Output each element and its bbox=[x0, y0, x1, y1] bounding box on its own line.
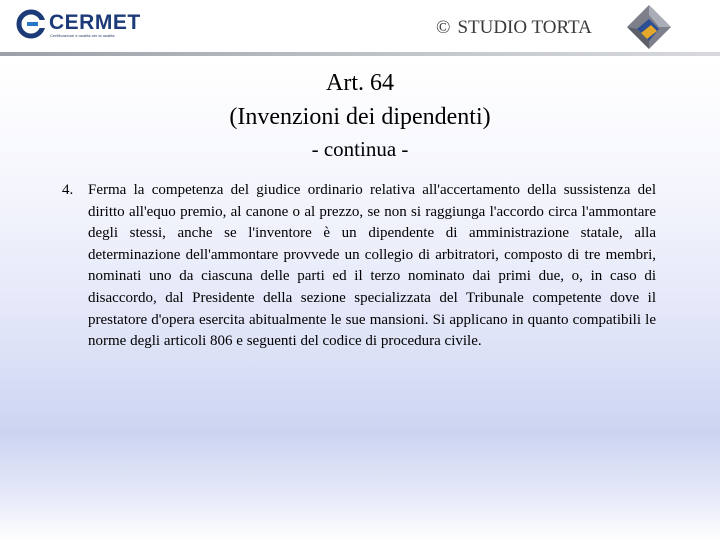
cermet-logo-wordmark: CERMET bbox=[49, 11, 141, 34]
title-line-subject: (Invenzioni dei dipendenti) bbox=[229, 104, 491, 130]
cermet-logo-tagline: Certificazione e qualità per la qualità bbox=[50, 34, 115, 37]
header-divider bbox=[0, 52, 720, 56]
header-bar bbox=[0, 0, 720, 52]
studio-torta-logo-icon bbox=[625, 3, 673, 51]
numbered-paragraph bbox=[62, 180, 656, 353]
paragraph-number: 4. bbox=[62, 182, 74, 198]
cermet-logo bbox=[16, 9, 140, 43]
studio-name bbox=[436, 17, 592, 39]
title-line-article: Art. 64 bbox=[326, 70, 394, 96]
cermet-logo-icon bbox=[16, 9, 46, 39]
studio-name-text: STUDIO TORTA bbox=[457, 17, 592, 38]
slide-title bbox=[0, 66, 720, 134]
slide-subtitle: - continua - bbox=[311, 137, 409, 161]
paragraph-text: Ferma la competenza del giudice ordinario relativa all'accertamento della sussistenza del diritto all'equo premio, al canone o al prezzo, se non si raggiunga l'accordo circa l'ammontare degli stessi, anche se l'inventore è un dipendente di amministrazione statale, alla determinazione dell'ammontare provvede un collegio di arbitratori, composto di tre membri, nominati uno da ciascuna delle parti ed il terzo nominato dai primi due, o, in caso di disaccordo, dal Presidente della sezione specializzata del Tribunale competente dove il prestatore d'opera esercita abitualmente le sue mansioni. Si applicano in quanto compatibili le norme degli articoli 806 e seguenti del codice di procedura civile. bbox=[88, 182, 656, 350]
copyright-symbol: © bbox=[436, 17, 451, 38]
